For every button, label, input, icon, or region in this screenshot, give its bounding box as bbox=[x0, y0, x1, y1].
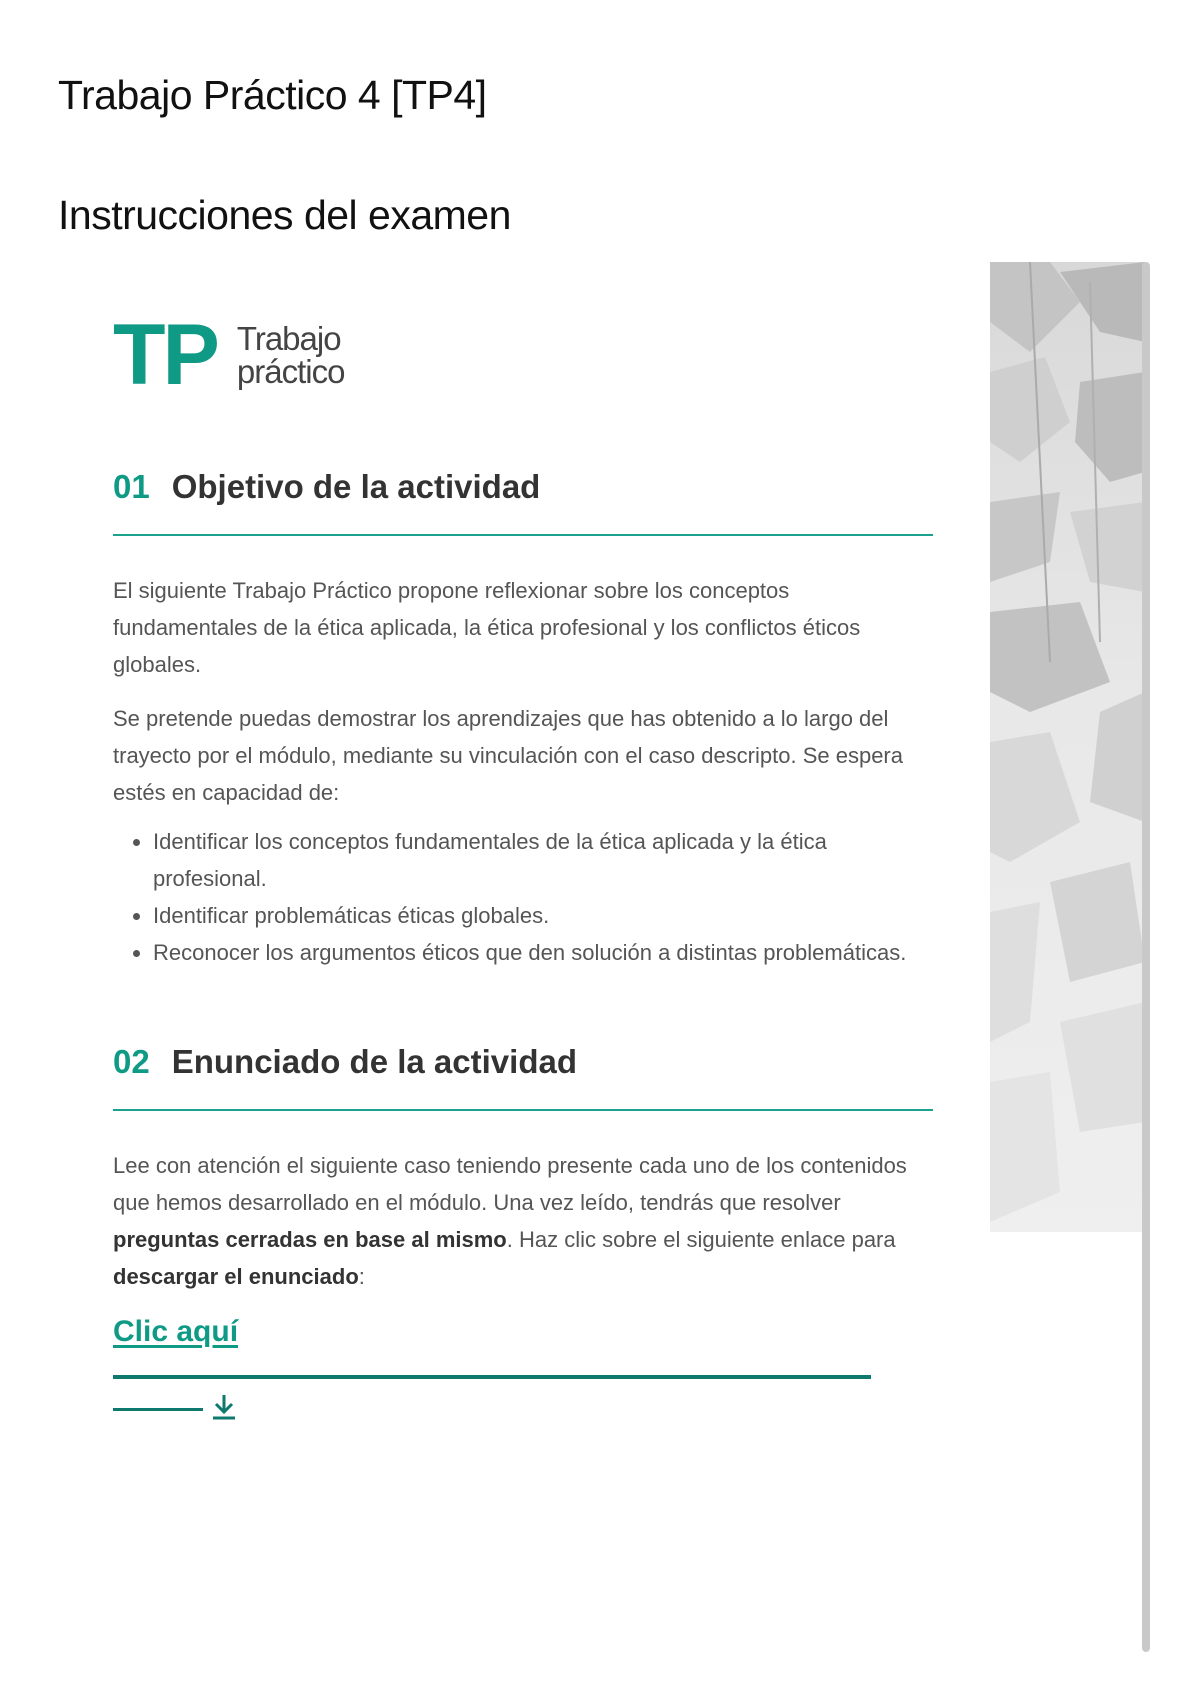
paragraph: El siguiente Trabajo Práctico propone reflexionar sobre los conceptos fundamentales de la ética aplicada, la ética profesional y los conflictos éticos globales. bbox=[113, 578, 861, 677]
link-underline bbox=[113, 1375, 871, 1379]
download-link-block bbox=[113, 1315, 933, 1426]
tp-logo bbox=[113, 300, 933, 410]
section-objective bbox=[113, 468, 933, 971]
section-number: 01 bbox=[113, 468, 150, 505]
section-number: 02 bbox=[113, 1043, 150, 1080]
section-divider bbox=[113, 1109, 933, 1111]
download-link[interactable]: Clic aquí bbox=[113, 1315, 239, 1348]
paragraph bbox=[113, 1147, 933, 1295]
logo-mark: TP bbox=[113, 307, 217, 403]
list-item: • Identificar problemáticas éticas globales. bbox=[153, 897, 933, 934]
list-item: • Identificar los conceptos fundamentales de la ética aplicada y la ética profesional. bbox=[153, 823, 933, 897]
vertical-scrollbar[interactable] bbox=[1142, 262, 1150, 1652]
list-item: • Reconocer los argumentos éticos que den solución a distintas problemáticas. bbox=[153, 934, 933, 971]
section-heading bbox=[113, 1043, 933, 1081]
exam-instructions-heading: Instrucciones del examen bbox=[58, 192, 511, 238]
page-title: Trabajo Práctico 4 [TP4] bbox=[58, 72, 487, 118]
paragraph-text: . Haz clic sobre el siguiente enlace para bbox=[506, 1227, 896, 1252]
download-icon[interactable] bbox=[211, 1393, 237, 1426]
logo-line-1: Trabajo bbox=[236, 320, 341, 357]
paragraph-bold: preguntas cerradas en base al mismo bbox=[113, 1227, 507, 1252]
section-divider bbox=[113, 534, 933, 536]
download-row[interactable] bbox=[113, 1393, 933, 1426]
paragraph-text: Lee con atención el siguiente caso teniendo presente cada uno de los contenidos que hemos desarrollado en el módulo. Una vez leído, tendrás que resolver bbox=[113, 1153, 907, 1215]
decorative-side-image bbox=[990, 262, 1145, 1232]
paragraph-bold: descargar el enunciado bbox=[113, 1264, 359, 1289]
link-underline-short bbox=[113, 1408, 203, 1411]
logo-line-2: práctico bbox=[236, 353, 345, 390]
section-title: Objetivo de la actividad bbox=[171, 468, 541, 505]
section-statement bbox=[113, 1043, 933, 1426]
section-heading bbox=[113, 468, 933, 506]
objectives-list bbox=[113, 823, 933, 971]
exam-content bbox=[113, 300, 933, 1426]
section-title: Enunciado de la actividad bbox=[171, 1043, 577, 1080]
logo-text bbox=[237, 322, 345, 388]
paragraph-text: : bbox=[358, 1264, 365, 1289]
paragraph: Se pretende puedas demostrar los aprendizajes que has obtenido a lo largo del trayecto por el módulo, mediante su vinculación con el caso descripto. Se espera estés en capacidad de: bbox=[113, 706, 903, 805]
